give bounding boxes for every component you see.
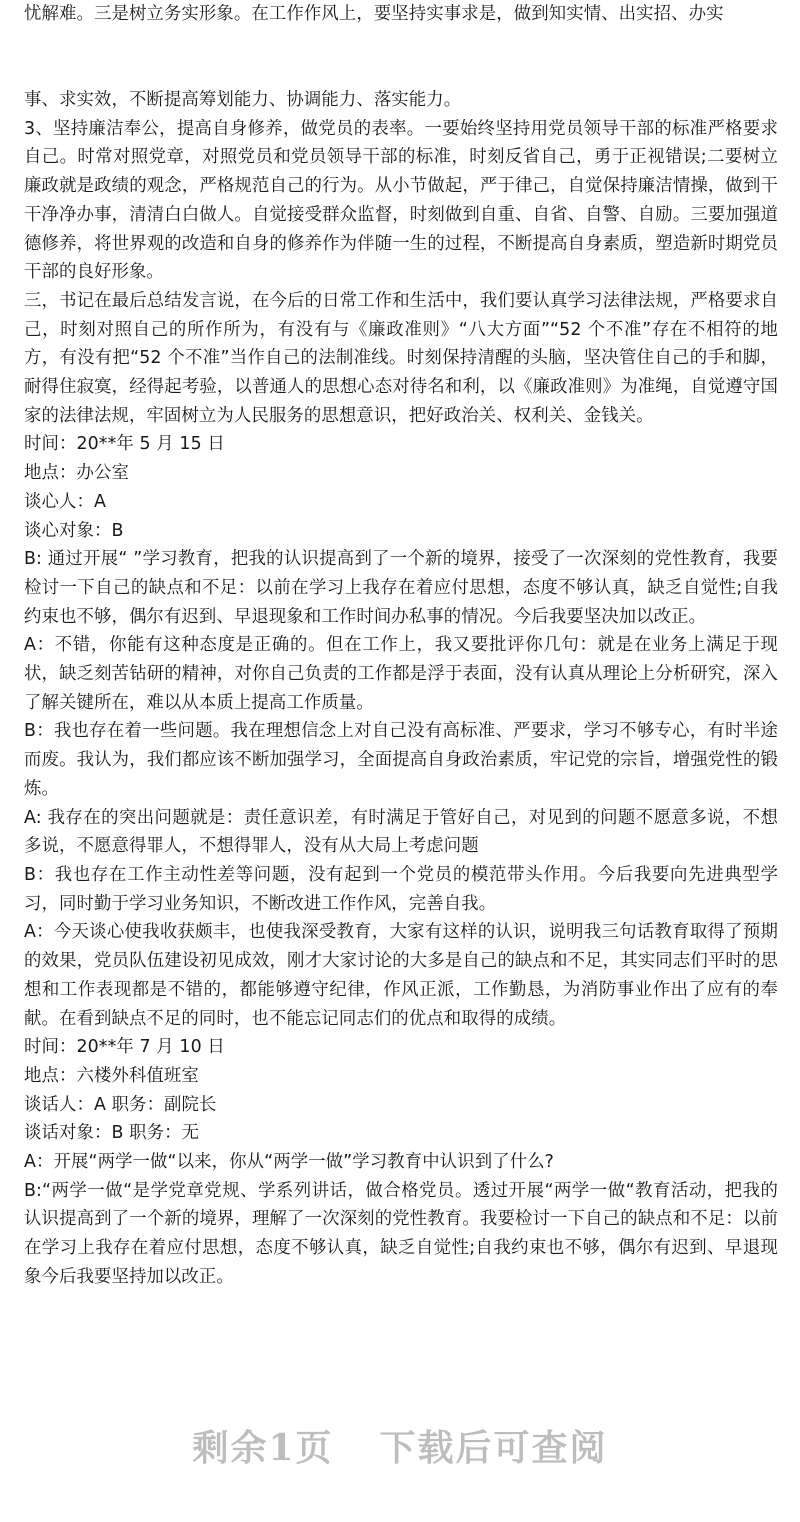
- download-to-view-text: 下载后可查阅: [379, 1427, 608, 1469]
- top-text-block: [24, 0, 778, 29]
- dialogue-line: A：今天谈心使我收获颇丰，也使我深受教育，大家有这样的认识，说明我三句话教育取得了预期的效果，党员队伍建设初见成效，刚才大家讨论的大多是自己的缺点和不足，其实同志们平时的思想和工作表现都是不错的，都能够遵守纪律，作风正派，工作勤恳，为消防事业作出了应有的奉献。在看到缺点不足的同时，也不能忘记同志们的优点和取得的成绩。: [24, 922, 778, 1029]
- record2-time: 时间：20**年 7 月 10 日: [24, 1037, 225, 1058]
- main-text-block: [24, 86, 778, 1292]
- dialogue-line: B: 通过开展“ ”学习教育，把我的认识提高到了一个新的境界，接受了一次深刻的党性教育，我要检讨一下自己的缺点和不足：以前在学习上我存在着应付思想，态度不够认真，缺乏自觉性;自我约束也不够，偶尔有迟到、早退现象和工作时间办私事的情况。今后我要坚决加以改正。: [24, 549, 778, 627]
- dialogue-line: A: 我存在的突出问题就是：责任意识差，有时满足于管好自己，对见到的问题不愿意多说，不想多说，不愿意得罪人，不想得罪人，没有从大局上考虑问题: [24, 807, 778, 857]
- dialogue-line: A：不错，你能有这种态度是正确的。但在工作上，我又要批评你几句：就是在业务上满足于现状，缺乏刻苦钻研的精神，对你自己负责的工作都是浮于表面，没有认真从理论上分析研究，深入了解关键所在，难以从本质上提高工作质量。: [24, 635, 778, 713]
- dialogue-line: A：开展“两学一做“以来，你从“两学一做”学习教育中认识到了什么?: [24, 1152, 555, 1173]
- paragraph-point-3: 3、坚持廉洁奉公，提高自身修养，做党员的表率。一要始终坚持用党员领导干部的标准严格要求自己。时常对照党章，对照党员和党员领导干部的标准，时刻反省自己，勇于正视错误;二要树立廉政就是政绩的观念，严格规范自己的行为。从小节做起，严于律己，自觉保持廉洁情操，做到干干净净办事，清清白白做人。自觉接受群众监督，时刻做到自重、自省、自警、自励。三要加强道德修养，将世界观的改造和自身的修养作为伴随一生的过程，不断提高自身素质，塑造新时期党员干部的良好形象。: [24, 118, 778, 283]
- dialogue-line: B:“两学一做“是学党章党规、学系列讲话，做合格党员。透过开展“两学一做“教育活动，把我的认识提高到了一个新的境界，理解了一次深刻的党性教育。我要检讨一下自己的缺点和不足：以前在学习上我存在着应付思想，态度不够认真，缺乏自觉性;自我约束也不够，偶尔有迟到、早退现象今后我要坚持加以改正。: [24, 1180, 778, 1287]
- record1-target: 谈心对象：B: [24, 520, 124, 541]
- dialogue-line: B：我也存在工作主动性差等问题，没有起到一个党员的模范带头作用。今后我要向先进典型学习，同时勤于学习业务知识，不断改进工作作风，完善自我。: [24, 864, 778, 914]
- paragraph-continuation: 事、求实效，不断提高筹划能力、协调能力、落实能力。: [24, 90, 462, 110]
- download-prompt[interactable]: [0, 1420, 800, 1471]
- record2-talker: 谈话人：A 职务：副院长: [24, 1094, 217, 1115]
- record2-target: 谈话对象：B 职务：无: [24, 1123, 200, 1144]
- remaining-pages-text: 剩余1页: [192, 1427, 334, 1469]
- record1-talker: 谈心人：A: [24, 491, 106, 512]
- paragraph-section-3: 三，书记在最后总结发言说，在今后的日常工作和生活中，我们要认真学习法律法规，严格要求自己，时刻对照自己的所作所为，有没有与《廉政准则》“八大方面”“52 个不准”存在不相符的地方，有没有把“52 个不准”当作自己的法制准线。时刻保持清醒的头脑，坚决管住自己的手和脚，耐得住寂寞，经得起考验，以普通人的思想心态对待名和利，以《廉政准则》为准绳，自觉遵守国家的法律法规，牢固树立为人民服务的思想意识，把好政治关、权利关、金钱关。: [24, 290, 778, 426]
- record2-place: 地点：六楼外科值班室: [24, 1065, 199, 1086]
- record1-place: 地点：办公室: [24, 463, 129, 484]
- record1-time: 时间：20**年 5 月 15 日: [24, 434, 225, 455]
- dialogue-line: B：我也存在着一些问题。我在理想信念上对自己没有高标准、严要求，学习不够专心，有时半途而废。我认为，我们都应该不断加强学习，全面提高自身政治素质，牢记党的宗旨，增强党性的锻炼。: [24, 721, 778, 799]
- top-fragment-line: 忧解难。三是树立务实形象。在工作作风上，要坚持实事求是，做到知实情、出实招、办实: [24, 4, 724, 24]
